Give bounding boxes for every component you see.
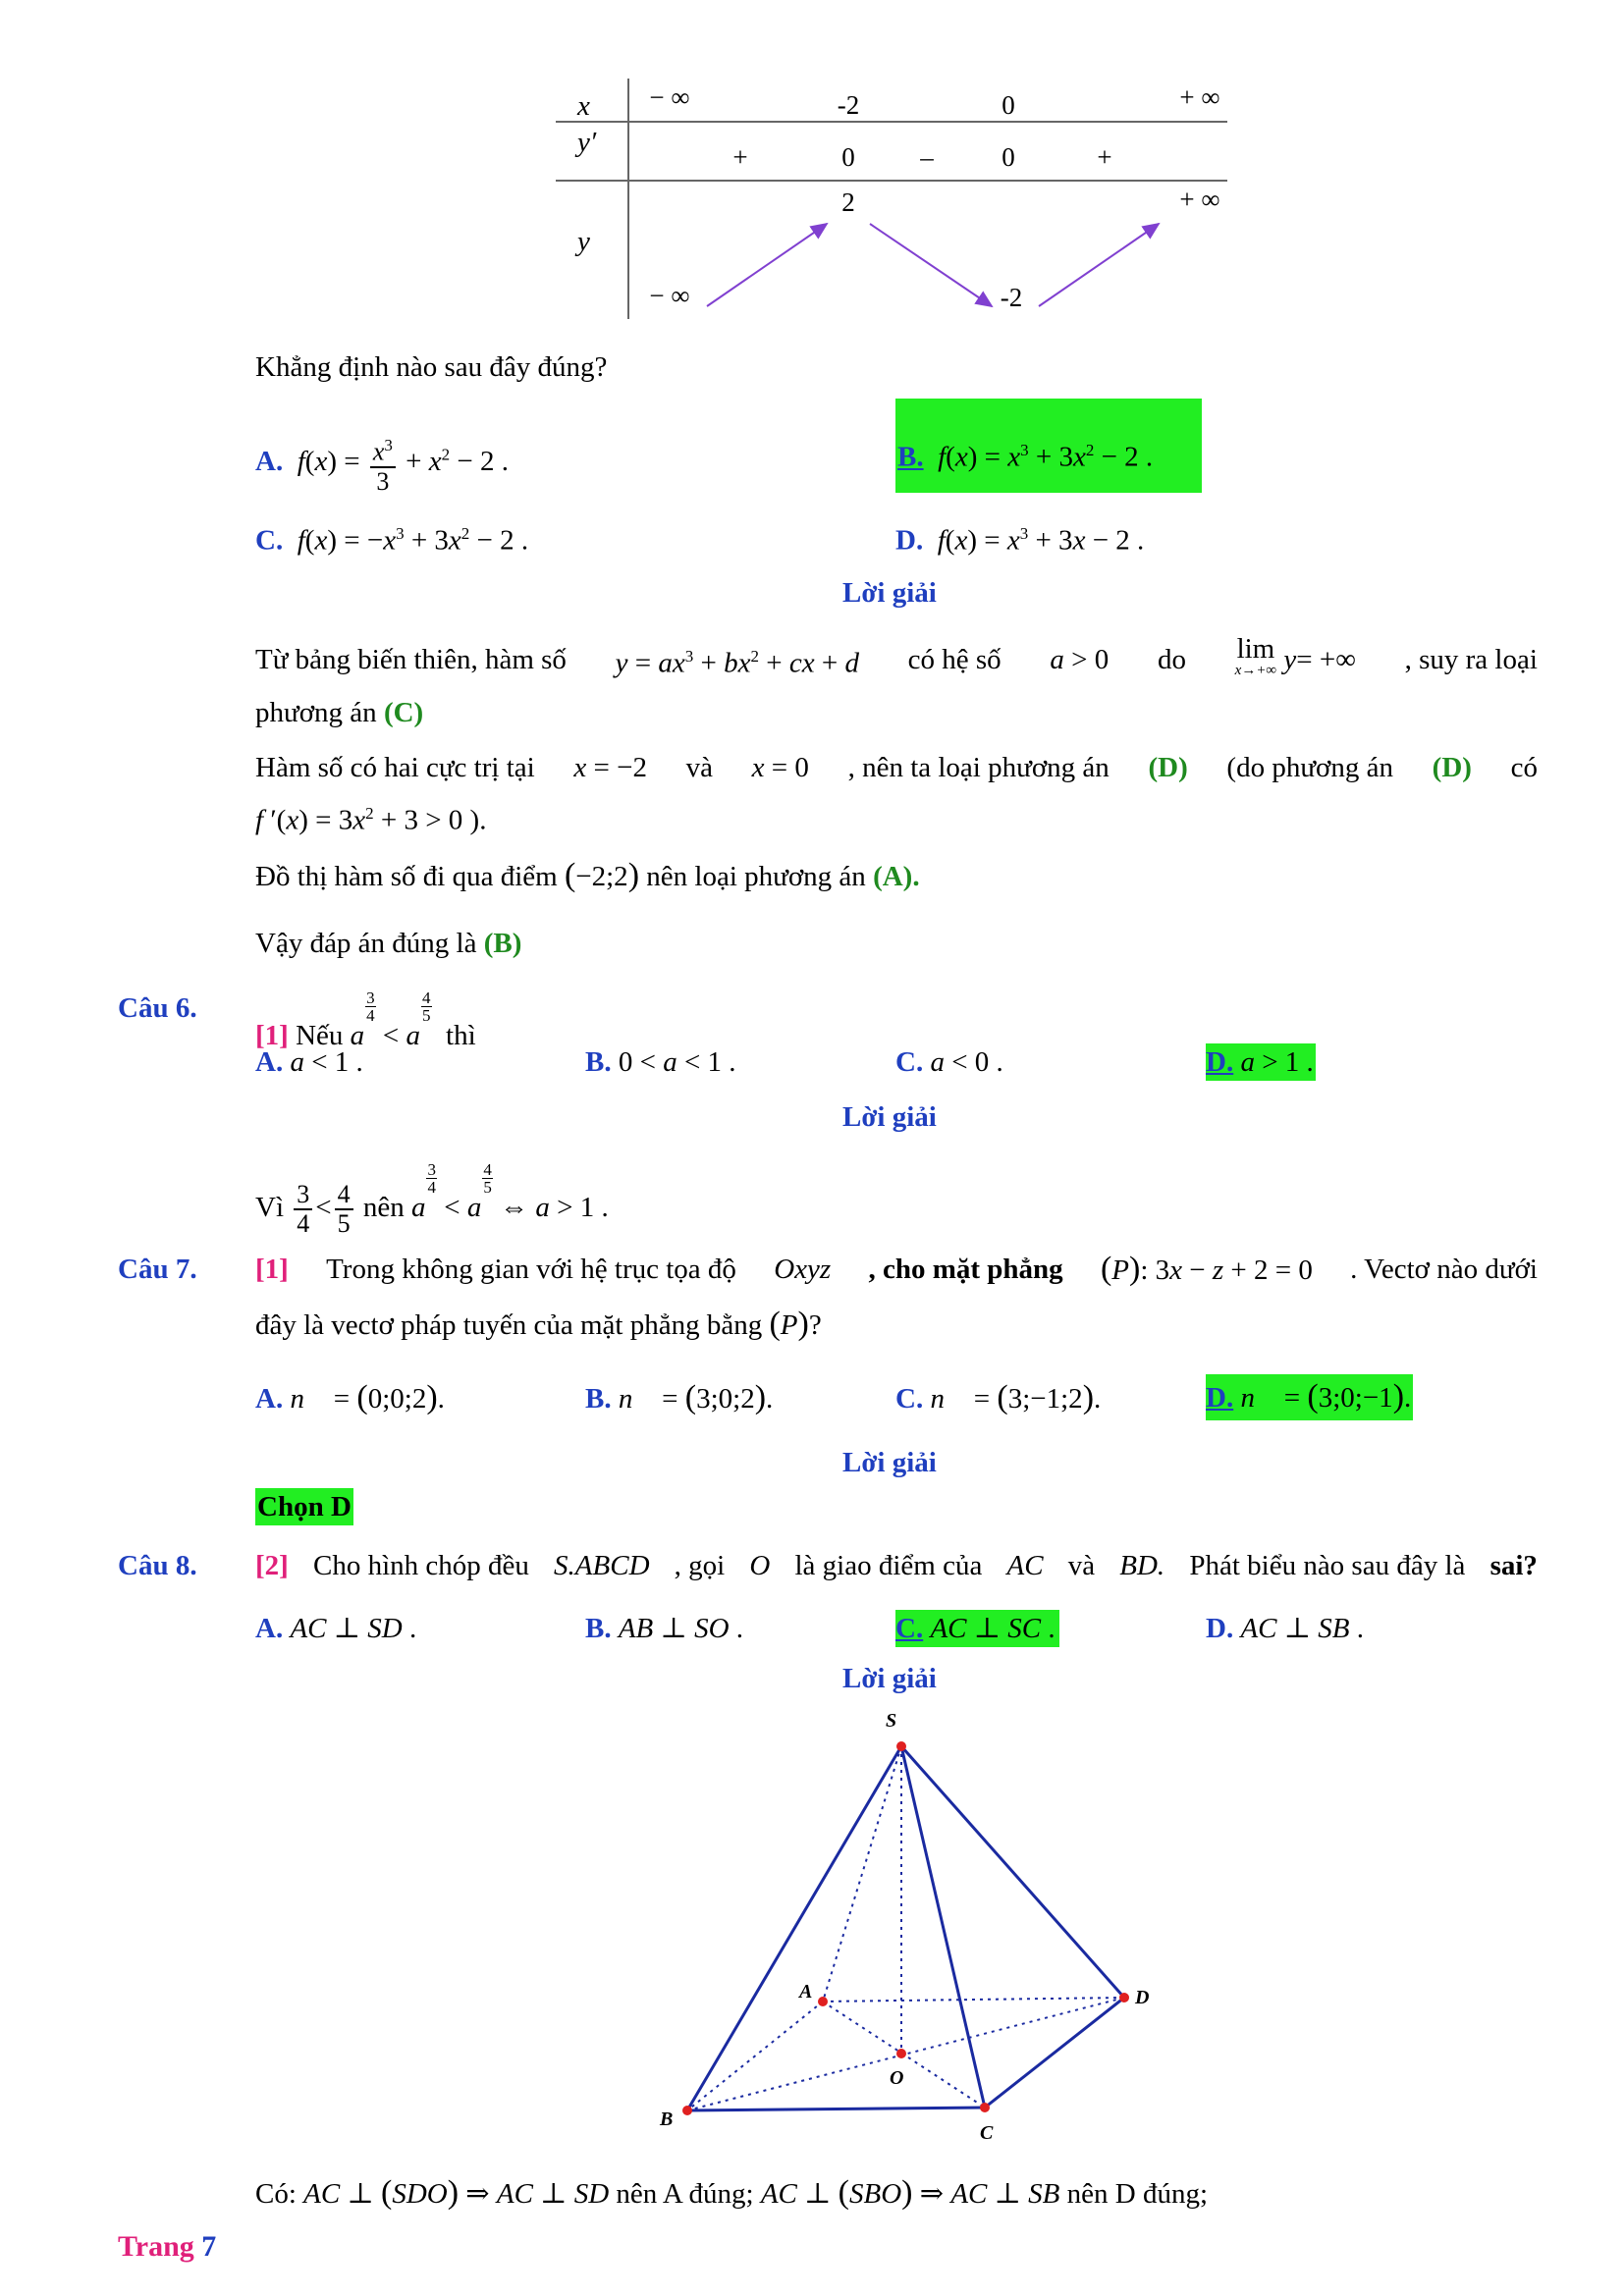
q6-option-a[interactable]: A. a < 1 . bbox=[255, 1046, 363, 1078]
fig-label-a: A bbox=[799, 1981, 813, 2002]
q5-option-b[interactable]: B. $f(x) = x^3 + 3x^2 - 2$ . bbox=[895, 399, 1202, 493]
q5-option-a[interactable]: A. f(x) = $\frac{x^3}{3}$ + $x^2 - 2$ . bbox=[255, 432, 509, 496]
q8-option-d[interactable]: D. AC ⊥ SB . bbox=[1206, 1613, 1365, 1644]
tbl-x-label: x bbox=[577, 90, 590, 122]
q5-sol-line-2: phương án (C) bbox=[255, 697, 424, 728]
tbl-yp-label: y′ bbox=[577, 127, 597, 158]
q7-question-line-1: [1] Trong không gian với hệ trục tọa độ Oxyz , cho mặt phẳng (P): 3x − z + 2 = 0 . Vectơ nào dưới bbox=[255, 1251, 1538, 1287]
q6-solution: Vì $\frac{3}{4}$ < $\frac{4}{5}$ nên a $\frac{3}{4}$ < a $\frac{4}{5}$ ⇔ a > 1 . bbox=[255, 1160, 609, 1239]
tbl-yp-1: 0 bbox=[841, 142, 855, 172]
pyramid-figure bbox=[648, 1703, 1159, 2155]
tbl-arrow-up-2 bbox=[1039, 224, 1159, 306]
q7-opt-b-label: B. bbox=[585, 1383, 612, 1415]
q5-sol-line-4: f $'(x) = 3x^2 + 3 > 0$ ). bbox=[255, 804, 487, 836]
tbl-yp-3: 0 bbox=[1001, 142, 1015, 172]
q8-option-a[interactable]: A. AC ⊥ SD . bbox=[255, 1613, 417, 1644]
q6-question: [1] Nếu a $\frac{3}{4}$ < a $\frac{4}{5}$ thì bbox=[255, 988, 476, 1051]
q6-loi-giai: Lời giải bbox=[842, 1101, 937, 1133]
q6-option-c[interactable]: C. a < 0 . bbox=[895, 1046, 1003, 1078]
tbl-y-label: y bbox=[577, 226, 590, 257]
q7-opt-a-label: A. bbox=[255, 1383, 284, 1415]
q7-option-b[interactable]: B. n⃗ = (3;0;2). bbox=[585, 1379, 774, 1415]
q6-option-d[interactable]: D. a > 1 . bbox=[1206, 1043, 1316, 1081]
tbl-x-1: -2 bbox=[837, 90, 860, 120]
q8-opt-c-label: C. bbox=[895, 1613, 924, 1644]
q7-label: Câu 7. bbox=[118, 1254, 197, 1285]
tbl-yp-4: + bbox=[1097, 142, 1112, 172]
q6-level: [1] bbox=[255, 1020, 289, 1051]
q5-opt-d-label: D. bbox=[895, 524, 924, 557]
q5-sol-text: do bbox=[1157, 644, 1186, 676]
tbl-y-3: + ∞ bbox=[1179, 185, 1220, 214]
tbl-x-2: 0 bbox=[1001, 90, 1015, 120]
fig-label-s: S bbox=[886, 1710, 897, 1732]
q7-option-c[interactable]: C. n⃗ = (3;−1;2). bbox=[895, 1379, 1102, 1415]
q7-opt-c-label: C. bbox=[895, 1383, 924, 1415]
q6-label: Câu 6. bbox=[118, 992, 197, 1024]
q5-sol-line-6: Vậy đáp án đúng là (B) bbox=[255, 928, 522, 959]
q8-opt-b-label: B. bbox=[585, 1613, 612, 1644]
q5-option-d[interactable]: D. $f(x) = x^3 + 3x - 2$ . bbox=[895, 524, 1145, 557]
q5-opt-b-label: B. bbox=[897, 441, 924, 473]
q5-sol-line-5: Đồ thị hàm số đi qua điểm (−2;2) nên loại phương án (A). bbox=[255, 857, 920, 893]
fig-label-c: C bbox=[980, 2122, 994, 2144]
q5-option-c[interactable]: C. $f(x) = -x^3 + 3x^2 - 2$ . bbox=[255, 524, 529, 557]
q6-opt-c-label: C. bbox=[895, 1046, 924, 1078]
q8-opt-d-label: D. bbox=[1206, 1613, 1234, 1644]
tbl-yp-0: + bbox=[732, 142, 748, 172]
q8-level: [2] bbox=[255, 1550, 289, 1581]
q5-opt-c-label: C. bbox=[255, 524, 284, 557]
q6-opt-d-label: D. bbox=[1206, 1046, 1234, 1078]
q5-opt-a-label: A. bbox=[255, 445, 284, 477]
fig-label-d: D bbox=[1135, 1987, 1150, 2008]
q7-loi-giai: Lời giải bbox=[842, 1447, 937, 1478]
page-footer bbox=[118, 2230, 216, 2264]
q5-sol-text: , suy ra loại bbox=[1404, 644, 1538, 676]
q5-sol-line-1: Từ bảng biến thiên, hàm số $y = ax^3 + bx^2$ + cx + d có hệ số a > 0 do lim x→+∞ y = +∞ , suy ra loại bbox=[255, 633, 1538, 679]
q8-option-b[interactable]: B. AB ⊥ SO . bbox=[585, 1613, 744, 1644]
q7-option-a[interactable]: A. n⃗ = (0;0;2). bbox=[255, 1379, 445, 1415]
footer-trang: Trang bbox=[118, 2230, 194, 2263]
q5-loi-giai: Lời giải bbox=[842, 577, 937, 609]
fig-label-b: B bbox=[660, 2109, 674, 2130]
q7-question-line-2: đây là vectơ pháp tuyến của mặt phẳng bằng (P)? bbox=[255, 1306, 822, 1342]
variation-table bbox=[550, 79, 1237, 324]
tbl-y-2: -2 bbox=[1000, 283, 1023, 312]
q5-ref-c: (C) bbox=[383, 697, 424, 728]
tbl-arrow-up-1 bbox=[707, 224, 827, 306]
q8-opt-a-label: A. bbox=[255, 1613, 284, 1644]
q8-loi-giai: Lời giải bbox=[842, 1663, 937, 1694]
q6-opt-a-label: A. bbox=[255, 1046, 284, 1078]
tbl-x-0: − ∞ bbox=[649, 82, 690, 112]
tbl-yp-2: – bbox=[920, 142, 934, 172]
q7-level: [1] bbox=[255, 1254, 289, 1285]
q7-option-d[interactable]: D. n⃗ = (3;0;−1). bbox=[1206, 1374, 1413, 1420]
tbl-arrow-down bbox=[870, 224, 992, 306]
q8-option-c[interactable]: C. AC ⊥ SC . bbox=[895, 1610, 1059, 1647]
fig-label-o: O bbox=[890, 2067, 904, 2089]
footer-page-number: 7 bbox=[201, 2230, 217, 2263]
q6-opt-b-label: B. bbox=[585, 1046, 612, 1078]
q8-question: [2] Cho hình chóp đều S.ABCD , gọi O là giao điểm của AC và BD. Phát biểu nào sau đây là sai? bbox=[255, 1547, 1538, 1584]
q6-option-b[interactable]: B. 0 < a < 1 . bbox=[585, 1046, 736, 1078]
q7-opt-d-label: D. bbox=[1206, 1382, 1234, 1414]
q7-chon: Chọn D bbox=[255, 1488, 353, 1525]
q5-sol-line-3: Hàm số có hai cực trị tại x = −2 và x = 0 , nên ta loại phương án (D) (do phương án (D) có bbox=[255, 752, 1538, 783]
q5-question: Khẳng định nào sau đây đúng? bbox=[255, 351, 608, 383]
tbl-y-1: 2 bbox=[841, 187, 855, 217]
q8-final-line: Có: AC ⊥ (SDO) ⇒ AC ⊥ SD nên A đúng; AC ⊥ (SBO) ⇒ AC ⊥ SB nên D đúng; bbox=[255, 2174, 1208, 2211]
q5-sol-text: có hệ số bbox=[907, 644, 1001, 676]
tbl-x-3: + ∞ bbox=[1179, 82, 1220, 112]
q5-sol-text: Từ bảng biến thiên, hàm số bbox=[255, 644, 567, 676]
tbl-y-0: − ∞ bbox=[649, 281, 690, 310]
q8-label: Câu 8. bbox=[118, 1550, 197, 1581]
